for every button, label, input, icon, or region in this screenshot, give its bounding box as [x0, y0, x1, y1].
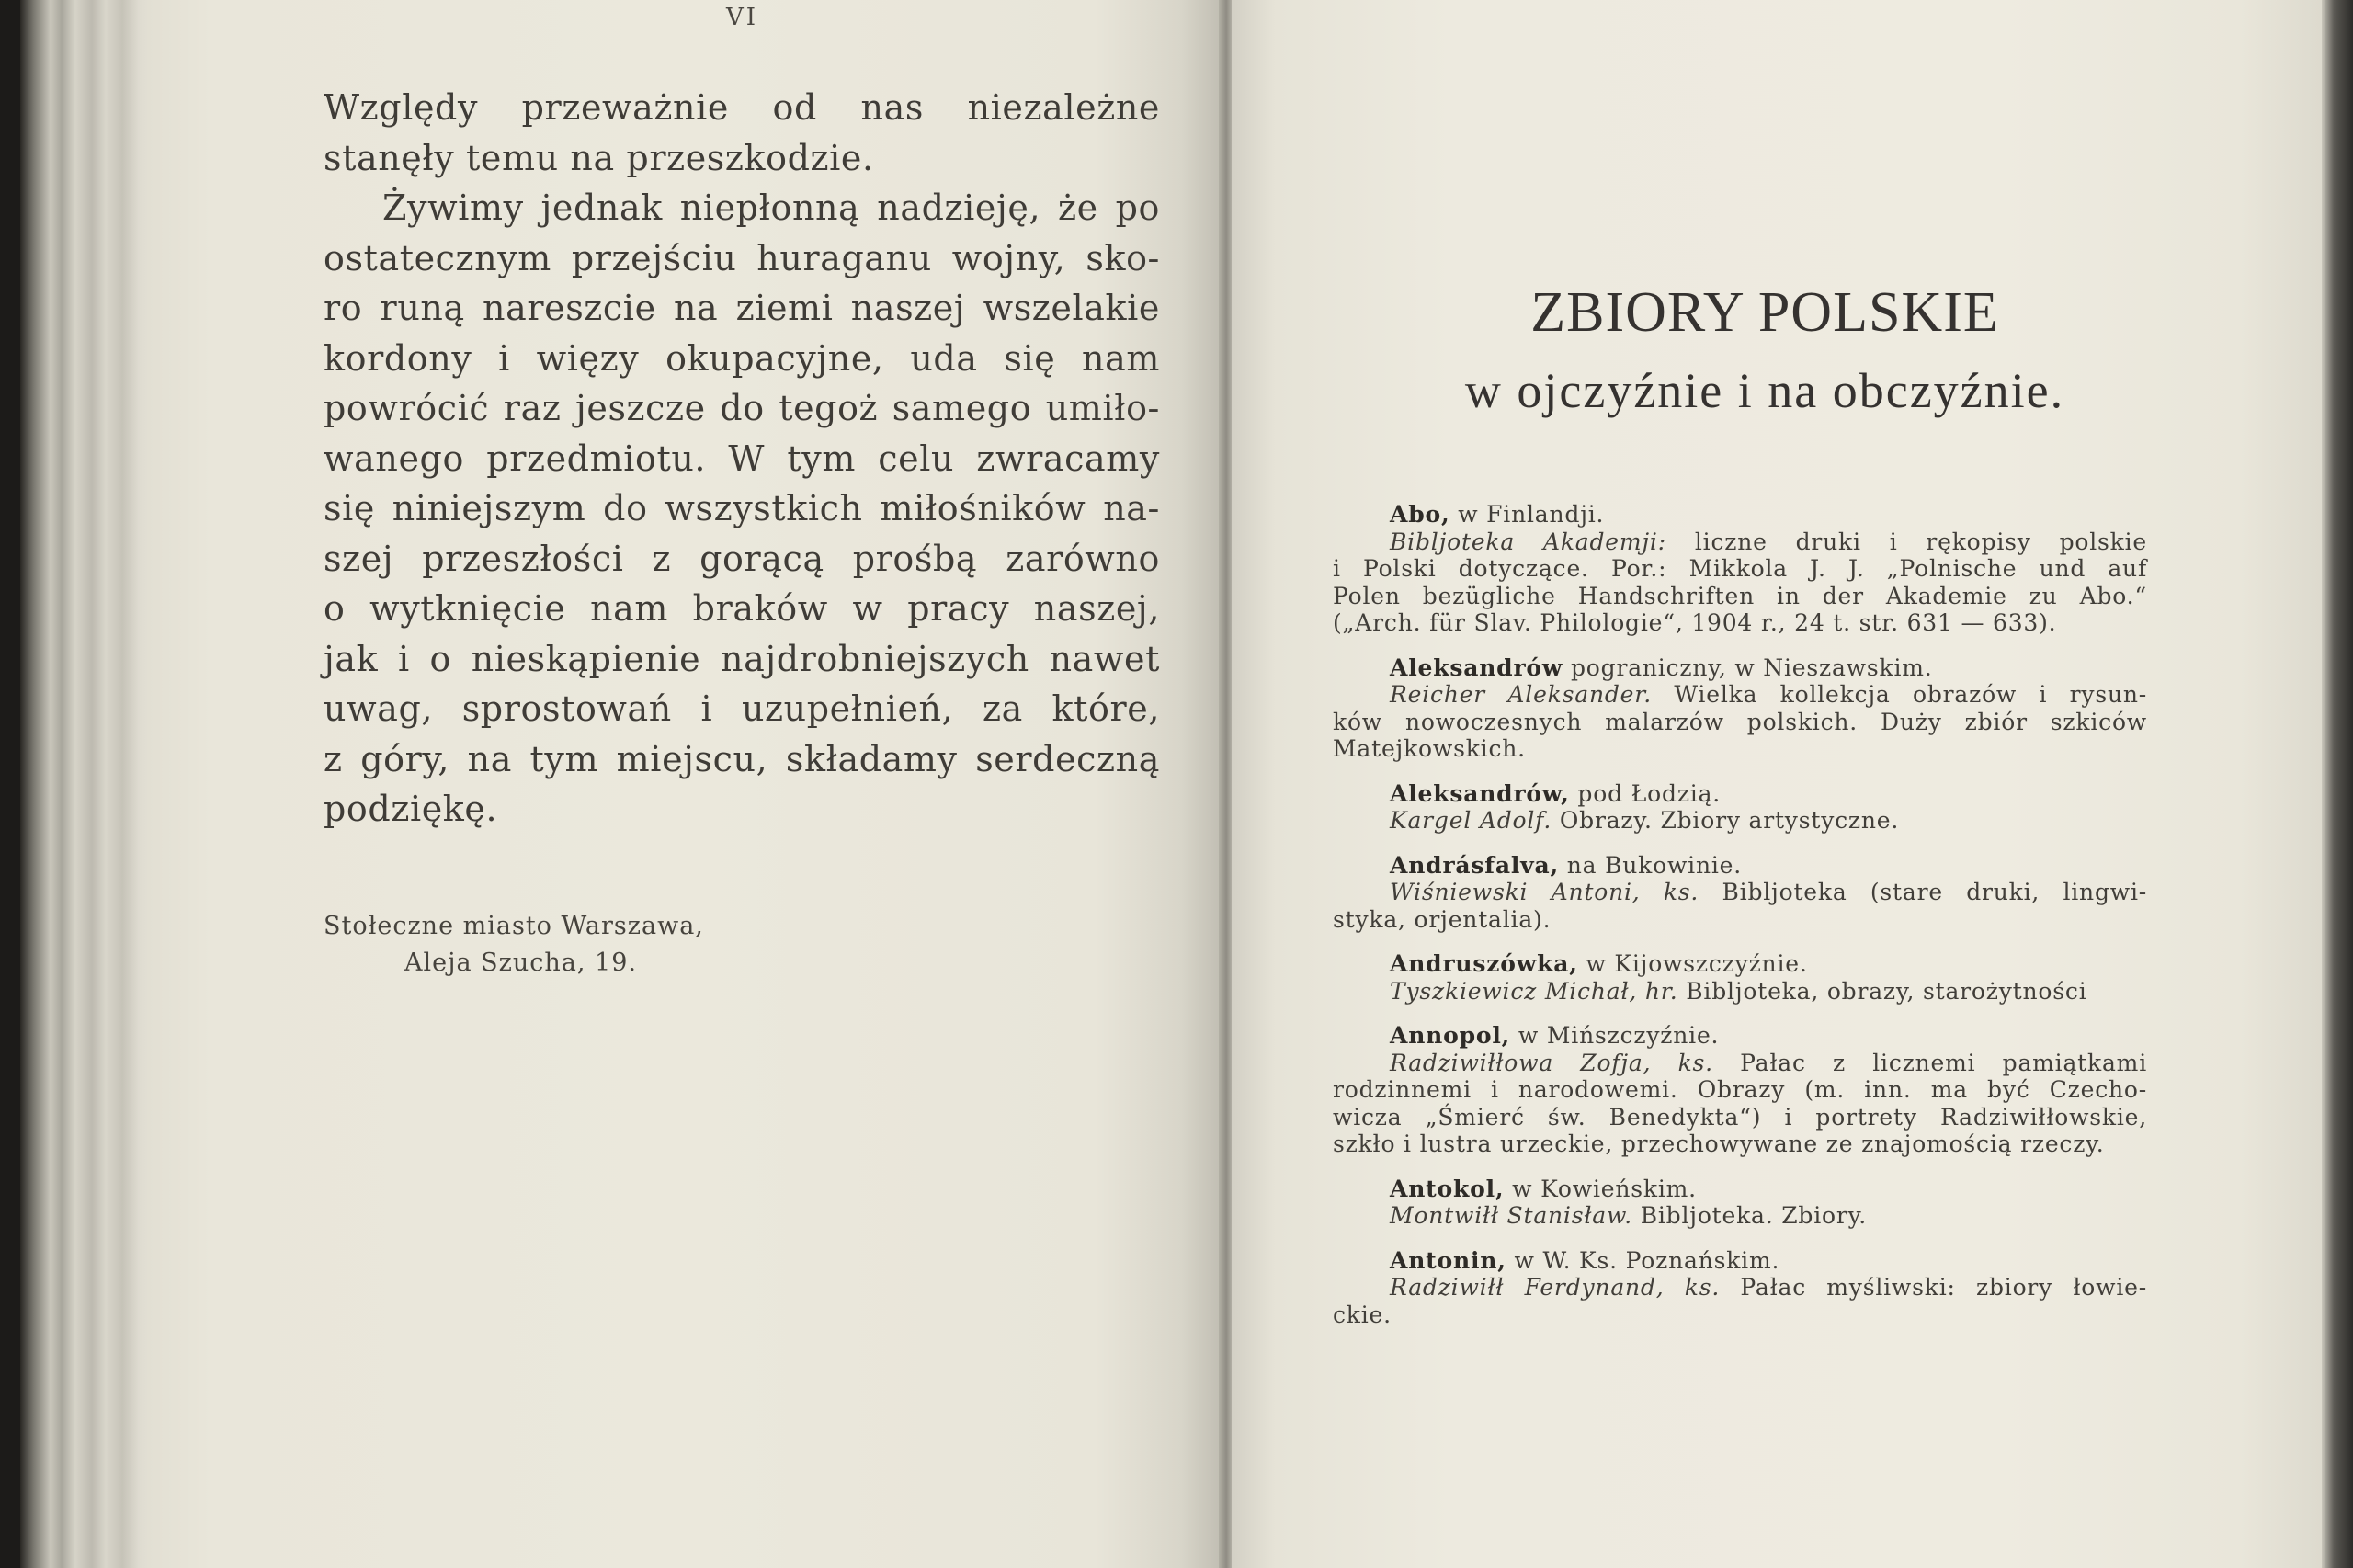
entry-location: pod Łodzią. [1569, 779, 1722, 807]
address-line-city: Stołeczne miasto Warszawa, [324, 912, 704, 940]
entry-location: w W. Ks. Poznańskim. [1506, 1246, 1780, 1274]
entry-description: szkło i lustra urzeckie, przechowywane ze znajomością rzeczy. [1333, 1131, 2105, 1157]
section-heading [1305, 276, 2224, 432]
paragraph-line: powrócić raz jeszcze do tegoż samego umiło- [324, 388, 1160, 428]
closing-paragraph [324, 83, 1160, 835]
address-block [324, 908, 783, 982]
entry-description: („Arch. für Slav. Philologie“, 1904 r., 24 t. str. 631 — 633). [1333, 609, 2057, 636]
paragraph-line: stanęły temu na przeszkodzie. [324, 137, 874, 178]
entry-location: w Mińszczyźnie. [1510, 1022, 1720, 1049]
entry-place: Antonin, [1390, 1246, 1506, 1274]
entry-description: i Polski dotyczące. Por.: Mikkola J. J. „Polnische und auf [1333, 555, 2147, 582]
list-item [1333, 852, 2147, 934]
entry-location: na Bukowinie. [1558, 851, 1742, 879]
entry-description: Wielka kollekcja obrazów i rysun- [1652, 681, 2148, 708]
paragraph-line: jak i o nieskąpienie najdrobniejszych nawet [324, 638, 1160, 679]
entry-owner: Bibljoteka Akademji: [1390, 528, 1666, 555]
list-item [1333, 950, 2147, 1005]
paragraph-line: podziękę. [324, 789, 498, 829]
entry-place: Antokol, [1390, 1175, 1505, 1202]
paragraph-line: kordony i więzy okupacyjne, uda się nam [324, 337, 1160, 379]
book-page-edges [20, 0, 158, 1568]
entry-place: Abo, [1390, 501, 1450, 528]
entry-description: Bibljoteka. Zbiory. [1631, 1202, 1867, 1229]
list-item [1333, 1022, 2147, 1158]
paragraph-line: Żywimy jednak niepłonną nadzieję, że po [382, 187, 1160, 228]
entry-place: Aleksandrów [1390, 653, 1563, 681]
entry-owner: Radziwiłłowa Zofja, ks. [1390, 1049, 1713, 1076]
entry-description: Obrazy. Zbiory artystyczne. [1552, 807, 1900, 834]
entry-description: styka, orjentalia). [1333, 905, 1552, 933]
paragraph-line: Względy przeważnie od nas niezależne [324, 87, 1160, 128]
collections-list [1333, 501, 2147, 1346]
entry-place: Annopol, [1390, 1022, 1511, 1049]
list-item [1333, 1176, 2147, 1230]
paragraph-line: wanego przedmiotu. W tym celu zwracamy [324, 437, 1160, 479]
paragraph-line: z góry, na tym miejscu, składamy serdeczną [324, 738, 1160, 779]
entry-description: Pałac z licznemi pamiątkami [1712, 1049, 2147, 1076]
list-item [1333, 654, 2147, 763]
entry-description: ckie. [1333, 1301, 1392, 1328]
entry-location: pograniczny, w Nieszawskim. [1563, 653, 1933, 681]
paragraph-line: szej przeszłości z gorącą prośbą zarówno [324, 538, 1160, 579]
entry-owner: Radziwiłł Ferdynand, ks. [1390, 1274, 1721, 1301]
entry-location: w Finlandji. [1449, 501, 1605, 528]
heading-subtitle: w ojczyźnie i na obczyźnie. [1464, 363, 2065, 418]
entry-place: Andruszówka, [1390, 950, 1578, 977]
entry-description: Bibljoteka, obrazy, starożytności [1677, 977, 2087, 1005]
right-page-edge [2322, 0, 2353, 1568]
list-item [1333, 501, 2147, 637]
entry-owner: Tyszkiewicz Michał, hr. [1390, 977, 1678, 1005]
entry-description: rodzinnemi i narodowemi. Obrazy (m. inn. ma być Czecho- [1333, 1076, 2147, 1103]
entry-place: Andrásfalva, [1390, 851, 1559, 879]
entry-location: w Kijowszczyźnie. [1577, 950, 1808, 977]
entry-description: wicza „Śmierć św. Benedykta“) i portrety Radziwiłłowskie, [1333, 1103, 2147, 1131]
paragraph-line: o wytknięcie nam braków w pracy naszej, [324, 588, 1160, 629]
entry-place: Aleksandrów, [1390, 779, 1570, 807]
entry-description: Pałac myśliwski: zbiory łowie- [1720, 1274, 2147, 1301]
entry-owner: Montwiłł Stanisław. [1390, 1202, 1632, 1229]
heading-title: ZBIORY POLSKIE [1530, 281, 1999, 344]
entry-description: ków nowoczesnych malarzów polskich. Duży zbiór szkiców [1333, 708, 2147, 735]
page-number: VI [726, 4, 759, 31]
address-line-street: Aleja Szucha, 19. [404, 949, 637, 977]
paragraph-line: się niniejszym do wszystkich miłośników na- [324, 488, 1160, 528]
list-item [1333, 1247, 2147, 1329]
entry-owner: Reicher Aleksander. [1390, 681, 1653, 708]
entry-owner: Wiśniewski Antoni, ks. [1390, 879, 1699, 905]
paragraph-line: uwag, sprostowań i uzupełnień, za które, [324, 688, 1160, 729]
entry-description: Polen bezügliche Handschriften in der Akademie zu Abo.“ [1333, 582, 2147, 609]
entry-description: Bibljoteka (stare druki, lingwi- [1699, 879, 2147, 905]
entry-description: Matejkowskich. [1333, 735, 1526, 762]
entry-description: liczne druki i rękopisy polskie [1665, 528, 2148, 555]
entry-location: w Kowieńskim. [1504, 1175, 1697, 1202]
list-item [1333, 780, 2147, 835]
entry-owner: Kargel Adolf. [1390, 807, 1552, 834]
paragraph-line: ro runą nareszcie na ziemi naszej wszelakie [324, 288, 1160, 328]
paragraph-line: ostatecznym przejściu huraganu wojny, sko- [324, 237, 1160, 278]
